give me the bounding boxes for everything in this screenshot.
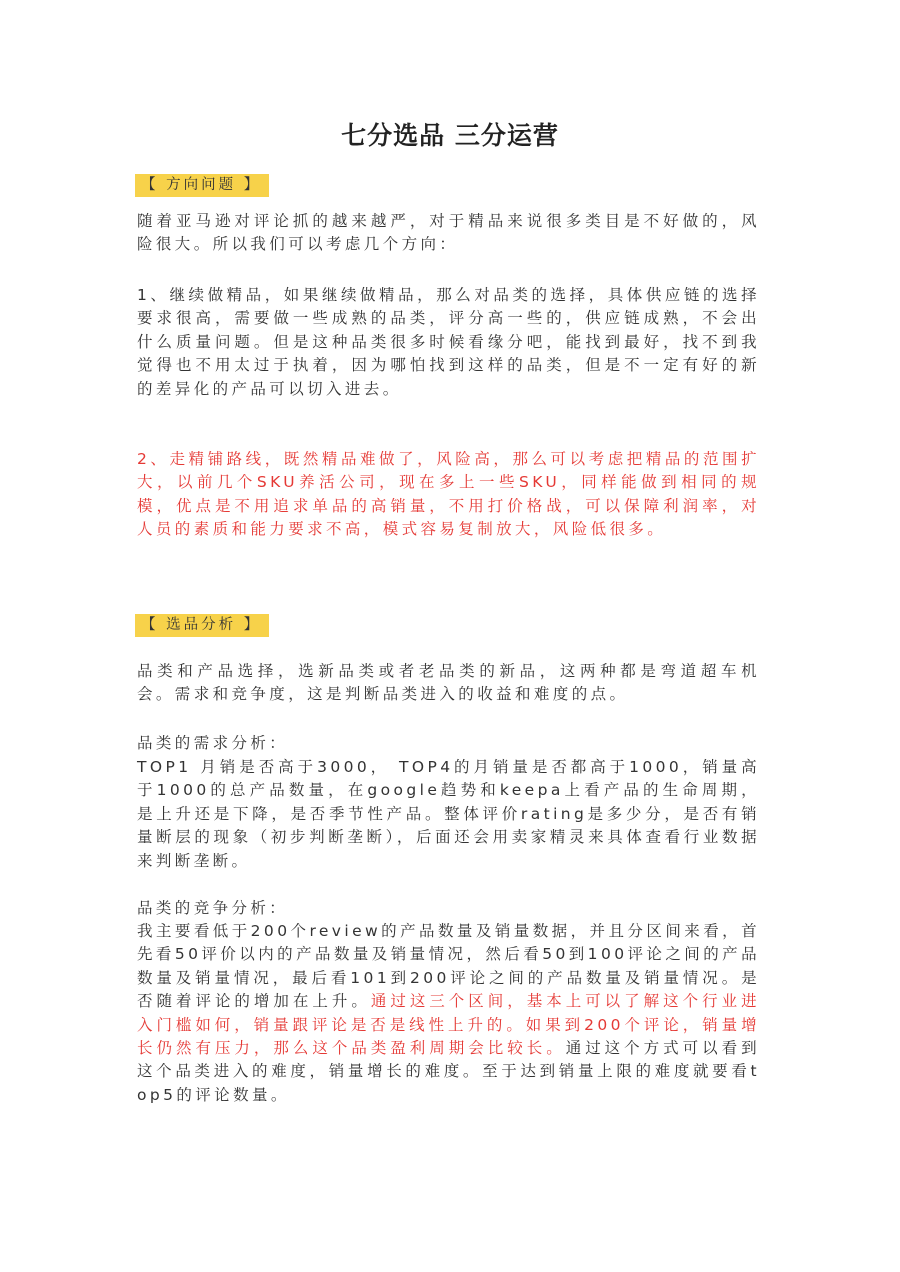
selection-intro-paragraph: 品类和产品选择，选新品类或者老品类的新品，这两种都是弯道超车机会。需求和竞争度，这是判断品类进入的收益和难度的点。 xyxy=(137,662,760,704)
competition-highlight-text: 通过这三个区间，基本上可以了解这个行业进入门槛如何，销量跟评论是否是线性上升的。如果到200个评论，销量增长仍然有压力，那么这个品类盈利周期会比较长。 xyxy=(137,992,760,1058)
demand-analysis-heading: 品类的需求分析： xyxy=(137,734,289,752)
competition-text-part-1: 我主要看低于200个review的产品数量及销量数据，并且分区间来看，首先看50评价以内的产品数量及销量情况，然后看50到100评论之间的产品数量及销量情况，最后看101到200评论之间的产品数量及销量情况。是否随着评论的增加在上升。 xyxy=(137,922,760,1011)
direction-intro-paragraph: 随着亚马逊对评论抓的越来越严，对于精品来说很多类目是不好做的，风险很大。所以我们可以考虑几个方向： xyxy=(137,212,760,254)
page-title: 七分选品 三分运营 xyxy=(341,121,559,150)
direction-point-1-paragraph: 1、继续做精品，如果继续做精品，那么对品类的选择，具体供应链的选择要求很高，需要做一些成熟的品类，评分高一些的，供应链成熟，不会出什么质量问题。但是这种品类很多时候看缘分吧，能找到最好，找不到我觉得也不用太过于执着，因为哪怕找到这样的品类，但是不一定有好的新的差异化的产品可以切入进去。 xyxy=(137,286,760,398)
competition-text-part-2: 通过这个方式可以看到这个品类进入的难度，销量增长的难度。至于达到销量上限的难度就要看top5的评论数量。 xyxy=(137,1039,760,1104)
competition-analysis-paragraph xyxy=(137,920,760,1107)
section-tag-direction: 【 方向问题 】 xyxy=(135,174,269,197)
competition-analysis-heading: 品类的竞争分析： xyxy=(137,899,289,917)
section-tag-selection: 【 选品分析 】 xyxy=(135,614,269,637)
demand-analysis-paragraph: TOP1 月销是否高于3000， TOP4的月销量是否都高于1000，销量高于1000的总产品数量，在google趋势和keepa上看产品的生命周期，是上升还是下降，是否季节性产品。整体评价rating是多少分，是否有销量断层的现象（初步判断垄断），后面还会用卖家精灵来具体查看行业数据来判断垄断。 xyxy=(137,758,760,870)
direction-point-2-paragraph: 2、走精铺路线，既然精品难做了，风险高，那么可以考虑把精品的范围扩大，以前几个SKU养活公司，现在多上一些SKU，同样能做到相同的规模，优点是不用追求单品的高销量，不用打价格战，可以保障利润率，对人员的素质和能力要求不高，模式容易复制放大，风险低很多。 xyxy=(137,450,760,539)
